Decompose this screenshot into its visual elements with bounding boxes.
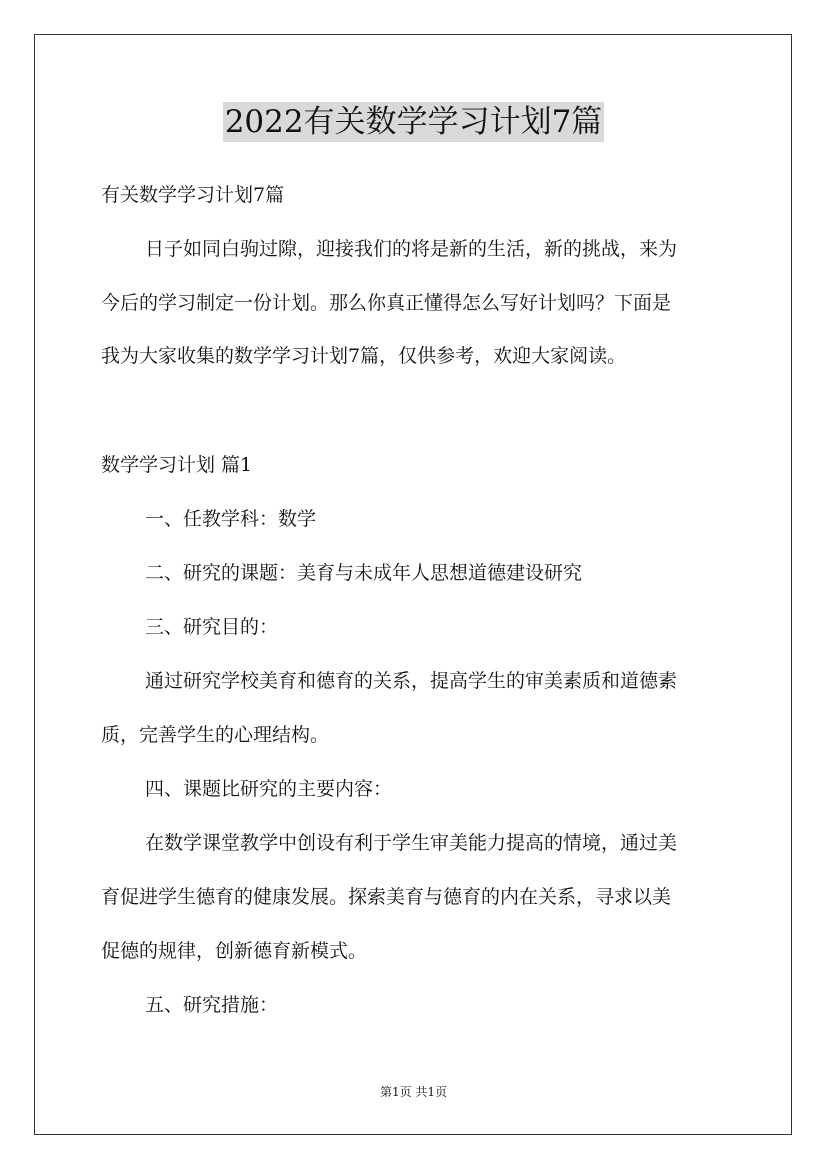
intro-line-3: 我为大家收集的数学学习计划7篇，仅供参考，欢迎大家阅读。: [101, 345, 627, 367]
title-container: [0, 102, 827, 142]
purpose-line-2: 质，完善学生的心理结构。: [101, 724, 330, 746]
intro-line-2: 今后的学习制定一份计划。那么你真正懂得怎么写好计划吗？下面是: [101, 292, 672, 314]
intro-line-1: 日子如同白驹过隙，迎接我们的将是新的生活，新的挑战，来为: [145, 238, 678, 260]
item-subject: 一、任教学科：数学: [145, 508, 317, 530]
page-footer: 第1页 共1页: [379, 1085, 448, 1099]
purpose-line-1: 通过研究学校美育和德育的关系，提高学生的审美素质和道德素: [145, 670, 678, 692]
content-line-1: 在数学课堂教学中创设有利于学生审美能力提高的情境，通过美: [145, 832, 678, 854]
document-title: 2022有关数学学习计划7篇: [224, 104, 603, 140]
section-heading: 数学学习计划 篇1: [101, 454, 253, 476]
content-line-2: 育促进学生德育的健康发展。探索美育与德育的内在关系，寻求以美: [101, 886, 672, 908]
item-purpose-heading: 三、研究目的：: [145, 616, 279, 638]
document-subtitle: 有关数学学习计划7篇: [101, 184, 285, 206]
item-measures-heading: 五、研究措施：: [145, 994, 279, 1016]
item-content-heading: 四、课题比研究的主要内容：: [145, 778, 393, 800]
item-topic: 二、研究的课题：美育与未成年人思想道德建设研究: [145, 562, 583, 584]
content-line-3: 促德的规律，创新德育新模式。: [101, 940, 368, 962]
